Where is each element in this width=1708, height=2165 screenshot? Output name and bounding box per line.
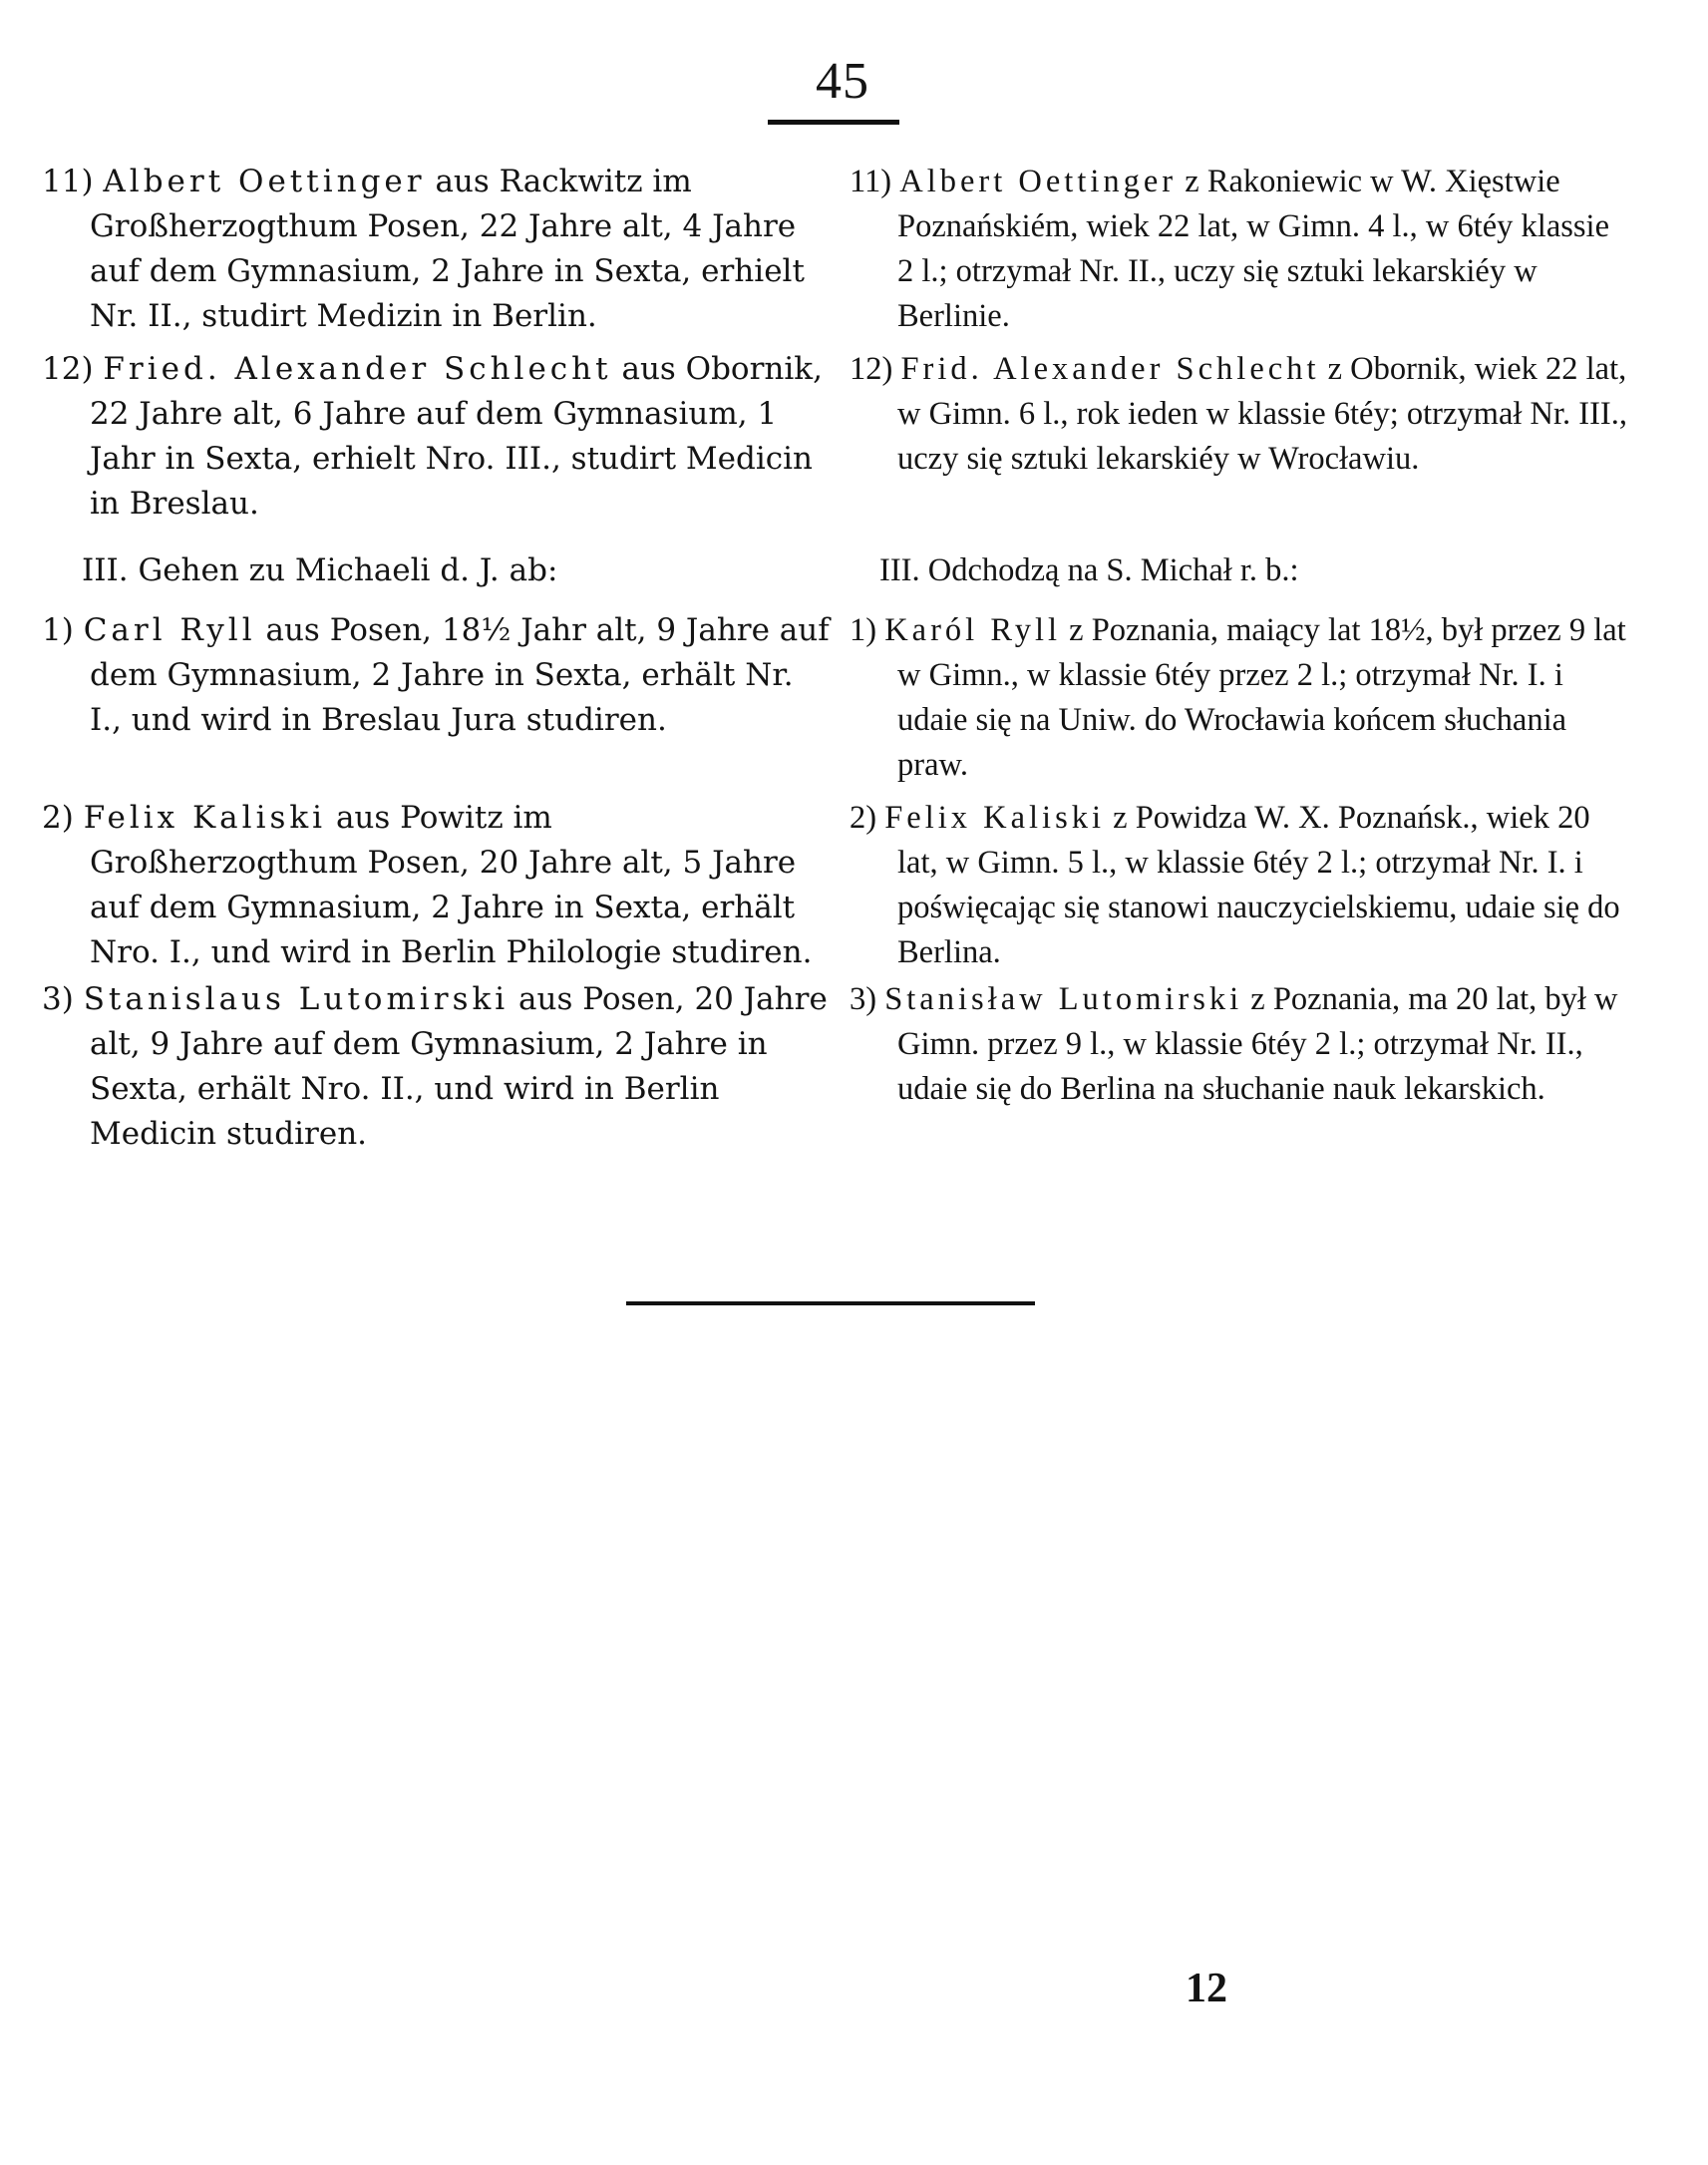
entry-text: z Obornik, wiek 22 lat, w Gimn. 6 l., rok ieden w klassie 6téy; otrzymał Nr. III., uczy się sztuki lekarskiéy w Wrocławiu. <box>897 351 1627 477</box>
polish-leaver-3 <box>850 977 1627 1112</box>
student-name: Felix Kaliski <box>884 800 1106 836</box>
polish-leaver-2 <box>850 796 1627 975</box>
polish-column <box>850 160 1627 1257</box>
german-leaver-1 <box>42 608 830 743</box>
student-name: Albert Oettinger <box>899 164 1178 199</box>
closing-rule <box>626 1301 1035 1305</box>
student-name: Felix Kaliski <box>83 800 327 836</box>
entry-number: 2) <box>850 800 877 836</box>
entry-number: 1) <box>42 612 74 648</box>
student-name: Fried. Alexander Schlecht <box>103 351 612 387</box>
student-name: Stanisław Lutomirski <box>884 981 1243 1017</box>
german-entry-12 <box>42 347 830 527</box>
student-name: Frid. Alexander Schlecht <box>900 351 1320 387</box>
entry-number: 2) <box>42 800 74 836</box>
entry-text: z Powidza W. X. Poznańsk., wiek 20 lat, w Gimn. 5 l., w klassie 6téy 2 l.; otrzymał Nr. I. i poświęcając się stanowi nauczycielskiemu, udaie się do Berlina. <box>897 800 1620 970</box>
entry-text: aus Posen, 20 Jahre alt, 9 Jahre auf dem Gymnasium, 2 Jahre in Sexta, erhält Nro. II., und wird in Berlin Medicin studiren. <box>90 981 828 1152</box>
polish-leaver-1 <box>850 608 1627 788</box>
entry-number: 11) <box>850 164 892 199</box>
german-leaver-3 <box>42 977 830 1157</box>
german-entry-11 <box>42 160 830 339</box>
header-rule <box>768 120 899 125</box>
entry-number: 3) <box>850 981 877 1017</box>
page-number: 45 <box>816 53 869 110</box>
entry-number: 12) <box>850 351 893 387</box>
entry-text: z Poznania, maiący lat 18½, był przez 9 lat w Gimn., w klassie 6téy przez 2 l.; otrzymał Nr. I. i udaie się na Uniw. do Wrocławia końcem słuchania praw. <box>897 612 1626 783</box>
german-section-heading: III. Gehen zu Michaeli d. J. ab: <box>82 552 558 588</box>
entry-text: aus Rackwitz im Großherzogthum Posen, 22 Jahre alt, 4 Jahre auf dem Gymnasium, 2 Jahre in Sexta, erhielt Nr. II., studirt Medizin in Berlin. <box>90 164 805 334</box>
student-name: Karól Ryll <box>884 612 1062 648</box>
entry-text: aus Posen, 18½ Jahr alt, 9 Jahre auf dem Gymnasium, 2 Jahre in Sexta, erhält Nr. I., und wird in Breslau Jura studiren. <box>90 612 830 738</box>
entry-number: 3) <box>42 981 74 1017</box>
german-column <box>42 160 830 1257</box>
entry-text: aus Obornik, 22 Jahre alt, 6 Jahre auf dem Gymnasium, 1 Jahr in Sexta, erhielt Nro. III., studirt Medicin in Breslau. <box>90 351 823 522</box>
student-name: Carl Ryll <box>83 612 256 648</box>
entry-number: 11) <box>42 164 94 199</box>
german-leaver-2 <box>42 796 830 975</box>
student-name: Albert Oettinger <box>103 164 426 199</box>
entry-number: 12) <box>42 351 94 387</box>
printer-signature: 12 <box>1186 1966 1227 2011</box>
polish-entry-12 <box>850 347 1627 482</box>
entry-text: z Poznania, ma 20 lat, był w Gimn. przez 9 l., w klassie 6téy 2 l.; otrzymał Nr. II., udaie się do Berlina na słuchanie nauk lekarskich. <box>897 981 1618 1107</box>
polish-section-heading: III. Odchodzą na S. Michał r. b.: <box>879 552 1299 588</box>
entry-text: aus Powitz im Großherzogthum Posen, 20 Jahre alt, 5 Jahre auf dem Gymnasium, 2 Jahre in Sexta, erhält Nro. I., und wird in Berlin Philologie studiren. <box>90 800 813 970</box>
entry-text: z Rakoniewic w W. Xięstwie Poznańskiém, wiek 22 lat, w Gimn. 4 l., w 6téy klassie 2 l.; otrzymał Nr. II., uczy się sztuki lekarskiéy w Berlinie. <box>897 164 1610 334</box>
student-name: Stanislaus Lutomirski <box>83 981 510 1017</box>
entry-number: 1) <box>850 612 877 648</box>
polish-entry-11 <box>850 160 1627 339</box>
